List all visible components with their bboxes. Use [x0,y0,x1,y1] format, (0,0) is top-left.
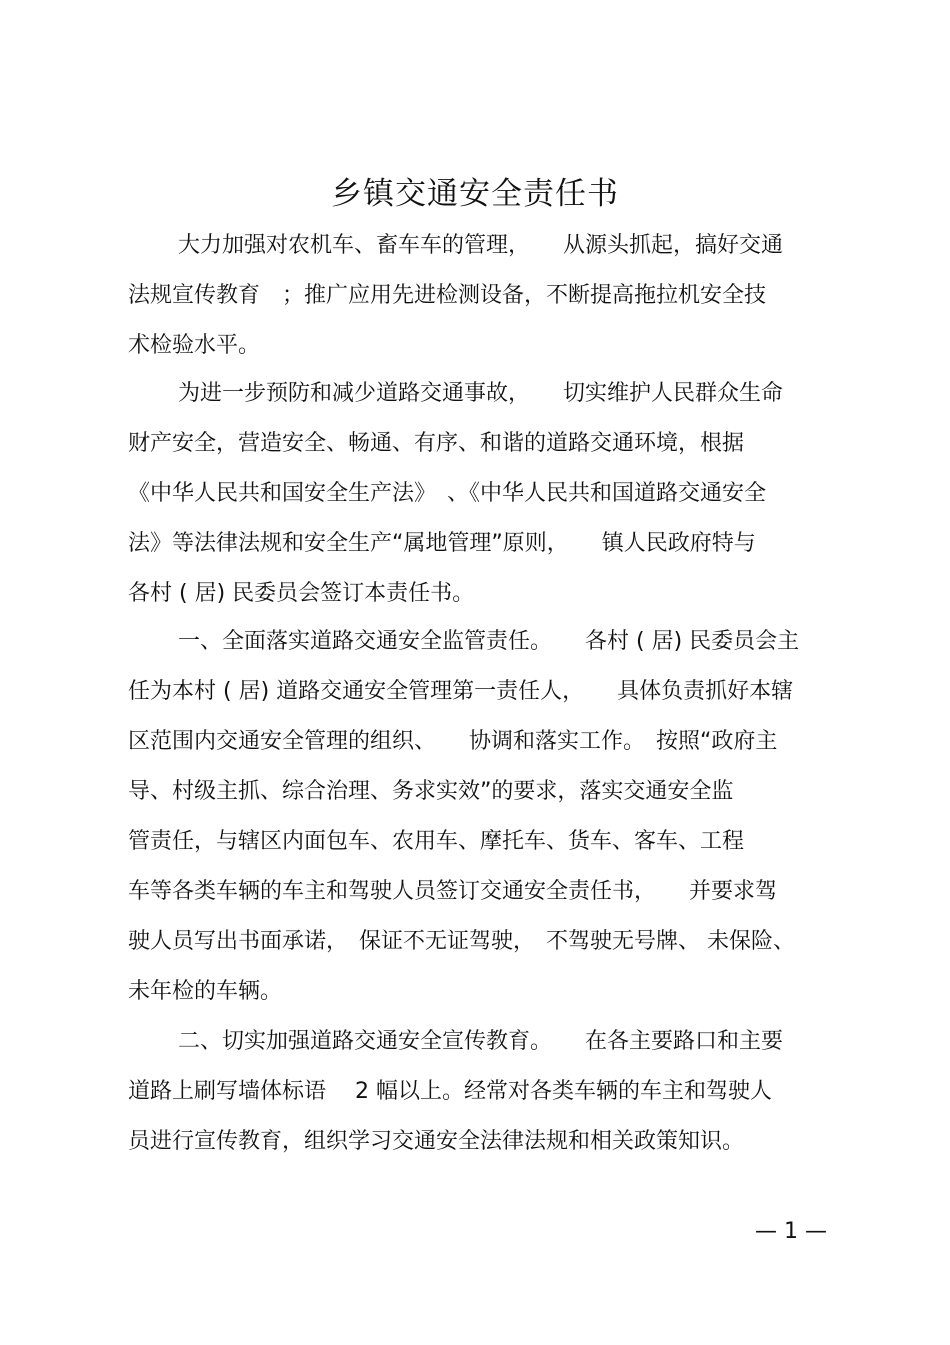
paragraph-line: 《中华人民共和国安全生产法》 、《中华人民共和国道路交通安全 [128,481,767,506]
paragraph-line: 导、村级主抓、综合治理、务求实效”的要求，落实交通安全监 [128,779,734,804]
page-number: — 1 — [755,1219,827,1244]
paragraph-line: 区范围内交通安全管理的组织、 协调和落实工作。 按照“政府主 [128,729,778,754]
paragraph-line: 为进一步预防和减少道路交通事故， 切实维护人民群众生命 [178,381,784,406]
paragraph-line: 大力加强对农机车、畜车车的管理， 从源头抓起，搞好交通 [178,233,784,258]
paragraph-line: 道路上刷写墙体标语 2 幅以上。经常对各类车辆的车主和驾驶人 [128,1079,772,1104]
document-title: 乡镇交通安全责任书 [331,176,619,212]
paragraph-line: 法》等法律法规和安全生产“属地管理”原则， 镇人民政府特与 [128,531,756,556]
paragraph-line: 驶人员写出书面承诺， 保证不无证驾驶， 不驾驶无号牌、 未保险、 [128,929,795,954]
paragraph-line: 员进行宣传教育，组织学习交通安全法律法规和相关政策知识。 [128,1129,745,1154]
paragraph-line: 任为本村 ( 居) 道路交通安全管理第一责任人， 具体负责抓好本辖 [128,679,794,704]
paragraph-line: 一、全面落实道路交通安全监管责任。 各村 ( 居) 民委员会主 [178,629,800,654]
paragraph-line: 术检验水平。 [128,333,261,358]
paragraph-line: 法规宣传教育 ；推广应用先进检测设备，不断提高拖拉机安全技 [128,283,767,308]
paragraph-line: 二、切实加强道路交通安全宣传教育。 在各主要路口和主要 [178,1029,784,1054]
paragraph-line: 管责任，与辖区内面包车、农用车、摩托车、货车、客车、工程 [128,829,745,854]
paragraph-line: 各村 ( 居) 民委员会签订本责任书。 [128,581,475,606]
paragraph-line: 未年检的车辆。 [128,979,283,1004]
paragraph-line: 财产安全，营造安全、畅通、有序、和谐的道路交通环境，根据 [128,431,745,456]
paragraph-line: 车等各类车辆的车主和驾驶人员签订交通安全责任书， 并要求驾 [128,879,778,904]
